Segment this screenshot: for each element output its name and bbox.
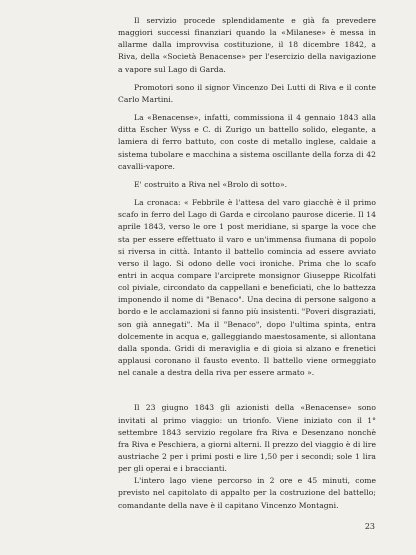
paragraph-lake-crossing: L'intero lago viene percorso in 2 ore e 45 minuti, come previsto nel capitolato di appalto per la costruzione del battello; comandante della nave è il capitano Vincenzo Montagni. [118,476,376,510]
paragraph-first-voyage: Il 23 giugno 1843 gli azionisti della «Benacense» sono invitati al primo viaggio: un trionfo. Viene iniziato con il 1° settembre 1843 servizio regolare fra Riva e Desenzano nonchè fra Riva e Peschiera, a giorni alterni. Il prezzo del viaggio è di lire austriache 2 per i primi posti e lire 1,50 per i secondi; sole 1 lira per gli operai e i braccianti. [118,403,376,474]
paragraph-built-in-riva: E' costruito a Riva nel «Brolo di sotto». [134,179,288,189]
paragraph-promoters: Promotori sono il signor Vincenzo Dei Lutti di Riva e il conte Carlo Martini. [118,82,376,104]
text-column [118,15,376,512]
paragraph-milanese-alarm: Il servizio procede splendidamente e già fa prevedere maggiori successi finanziari quando la «Milanese» è messa in allarme dalla improvvisa costituzione, il 18 dicembre 1842, a Riva, della «Società Benacense» per l'esercizio della navigazione a vapore sul Lago di Garda. [118,16,376,74]
page-number: 23 [364,522,375,531]
paragraph-benacense-commission: La «Benacense», infatti, commissiona il 4 gennaio 1843 alla ditta Escher Wyss e C. di Zurigo un battello solido, elegante, a lamiera di ferro battuto, con coste di metallo inglese, caldaie a sistema tubolare e macchina a sistema oscillante della forza di 42 cavalli-vapore. [118,113,376,171]
paragraph-launch-chronicle: La cronaca: « Febbrile è l'attesa del varo giacchè è il primo scafo in ferro del Lago di Garda e circolano paurose dicerie. Il 14 aprile 1843, verso le ore 1 post meridiane, si sparge la voce che sta per essere effettuato il varo e un'immensa fiumana di popolo si riversa in città. Intanto il battello comincia ad essere avviato verso il lago. Si odono delle voci ironiche. Prima che lo scafo entri in acqua compare l'arciprete monsignor Giuseppe Ricolfati col piviale, circondato da cappellani e beneficiati, che lo battezza imponendo il nome di "Benaco". Una decina di persone salgono a bordo e le acclamazioni si fanno più insistenti. "Poveri disgraziati, son già annegati". Ma il "Benaco", dopo l'ultima spinta, entra dolcemente in acqua e, galleggiando maestosamente, si allontana dalla sponda. Gridi di meraviglia e di gioia si alzano e frenetici applausi coronano il fausto evento. Il battello viene ormeggiato nel canale a destra della riva per essere armato ». [118,198,376,378]
